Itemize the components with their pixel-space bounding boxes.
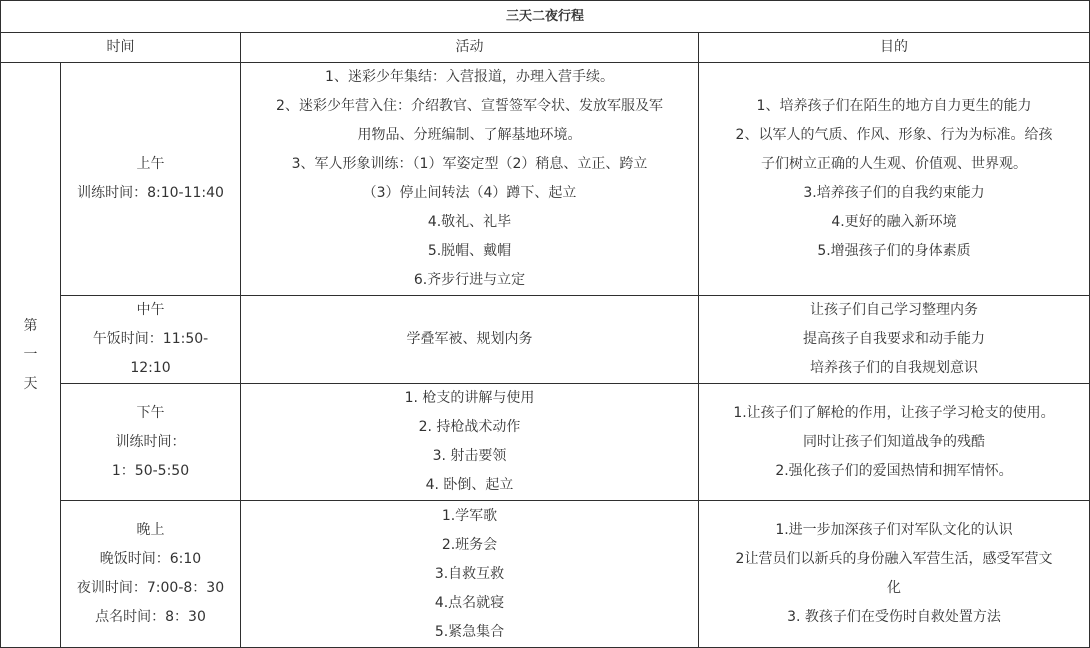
purpose-line: 让孩子们自己学习整理内务 bbox=[810, 302, 978, 318]
header-purpose: 目的 bbox=[699, 33, 1090, 63]
activity-line: 1、迷彩少年集结：入营报道，办理入营手续。 bbox=[325, 69, 614, 85]
day-char: 天 bbox=[23, 375, 38, 392]
day-char: 一 bbox=[23, 346, 38, 363]
activity-cell bbox=[241, 63, 699, 296]
activity-cell bbox=[241, 296, 699, 384]
activity-line: 2.班务会 bbox=[441, 536, 498, 553]
time-cell bbox=[61, 384, 241, 501]
header-activity: 活动 bbox=[241, 33, 699, 63]
activity-line: 5.脱帽、戴帽 bbox=[427, 243, 512, 259]
purpose-line: 子们树立正确的人生观、价值观、世界观。 bbox=[761, 156, 1027, 172]
time-line: 训练时间： bbox=[115, 433, 186, 450]
period-label: 中午 bbox=[136, 302, 165, 318]
activity-line: 3. 射击要领 bbox=[432, 448, 507, 464]
day-char: 第 bbox=[23, 317, 38, 334]
table-row bbox=[1, 501, 1090, 648]
activity-line: 2、迷彩少年营入住：介绍教官、宣誓签军令状、发放军服及军 bbox=[276, 98, 663, 114]
header-time: 时间 bbox=[1, 33, 241, 63]
purpose-cell bbox=[699, 384, 1090, 501]
time-line: 晚饭时间：6:10 bbox=[99, 551, 202, 567]
activity-line: 5.紧急集合 bbox=[434, 623, 505, 640]
time-line: 夜训时间：7:00-8：30 bbox=[76, 580, 225, 596]
activity-cell bbox=[241, 384, 699, 501]
purpose-cell bbox=[699, 501, 1090, 648]
activity-cell bbox=[241, 501, 699, 648]
activity-line: 4.点名就寝 bbox=[434, 594, 505, 611]
purpose-line: 3. 教孩子们在受伤时自救处置方法 bbox=[787, 609, 1001, 625]
day-label bbox=[1, 63, 61, 648]
purpose-line: 2.强化孩子们的爱国热情和拥军情怀。 bbox=[775, 462, 1013, 479]
table-row bbox=[1, 63, 1090, 296]
activity-line: 3.自救互救 bbox=[434, 565, 505, 582]
period-label: 晚上 bbox=[136, 522, 165, 538]
activity-line: 用物品、分班编制、了解基地环境。 bbox=[357, 127, 582, 143]
time-line: 午饭时间：11:50- bbox=[92, 331, 209, 347]
purpose-cell bbox=[699, 63, 1090, 296]
purpose-line: 1.进一步加深孩子们对军队文化的认识 bbox=[775, 522, 1013, 538]
activity-line: 4.敬礼、礼毕 bbox=[427, 214, 512, 230]
activity-line: 1.学军歌 bbox=[441, 507, 498, 524]
purpose-line: 1.让孩子们了解枪的作用，让孩子学习枪支的使用。 bbox=[733, 404, 1055, 421]
period-label: 下午 bbox=[136, 404, 165, 421]
header-row bbox=[1, 33, 1090, 63]
purpose-line: 1、培养孩子们在陌生的地方自力更生的能力 bbox=[756, 98, 1032, 114]
purpose-line: 3.培养孩子们的自我约束能力 bbox=[803, 185, 985, 201]
table-row bbox=[1, 296, 1090, 384]
activity-line: 1. 枪支的讲解与使用 bbox=[404, 390, 535, 406]
purpose-line: 4.更好的融入新环境 bbox=[831, 214, 957, 230]
period-label: 上午 bbox=[136, 156, 165, 172]
purpose-line: 2、以军人的气质、作风、形象、行为为标准。给孩 bbox=[735, 127, 1053, 143]
time-line: 训练时间：8:10-11:40 bbox=[77, 185, 224, 201]
activity-line: 学叠军被、规划内务 bbox=[406, 331, 533, 347]
time-cell bbox=[61, 501, 241, 648]
time-line: 点名时间：8：30 bbox=[95, 609, 206, 625]
purpose-line: 提高孩子自我要求和动手能力 bbox=[803, 331, 985, 347]
activity-line: 4. 卧倒、起立 bbox=[425, 477, 514, 493]
time-line: 12:10 bbox=[130, 360, 171, 376]
activity-line: （3）停止间转法（4）蹲下、起立 bbox=[362, 185, 577, 201]
title-row bbox=[1, 1, 1090, 33]
purpose-cell bbox=[699, 296, 1090, 384]
purpose-line: 同时让孩子们知道战争的残酷 bbox=[803, 433, 985, 450]
activity-line: 6.齐步行进与立定 bbox=[413, 272, 526, 288]
table-row bbox=[1, 384, 1090, 501]
table-title: 三天二夜行程 bbox=[1, 1, 1090, 33]
activity-line: 3、军人形象训练：（1）军姿定型（2）稍息、立正、跨立 bbox=[291, 156, 648, 172]
purpose-line: 5.增强孩子们的身体素质 bbox=[817, 243, 971, 259]
time-cell bbox=[61, 63, 241, 296]
time-line: 1：50-5:50 bbox=[111, 462, 190, 479]
purpose-line: 培养孩子们的自我规划意识 bbox=[810, 360, 978, 376]
purpose-line: 化 bbox=[887, 580, 901, 596]
purpose-line: 2让营员们以新兵的身份融入军营生活，感受军营文 bbox=[735, 551, 1053, 567]
activity-line: 2. 持枪战术动作 bbox=[418, 419, 521, 435]
time-cell bbox=[61, 296, 241, 384]
